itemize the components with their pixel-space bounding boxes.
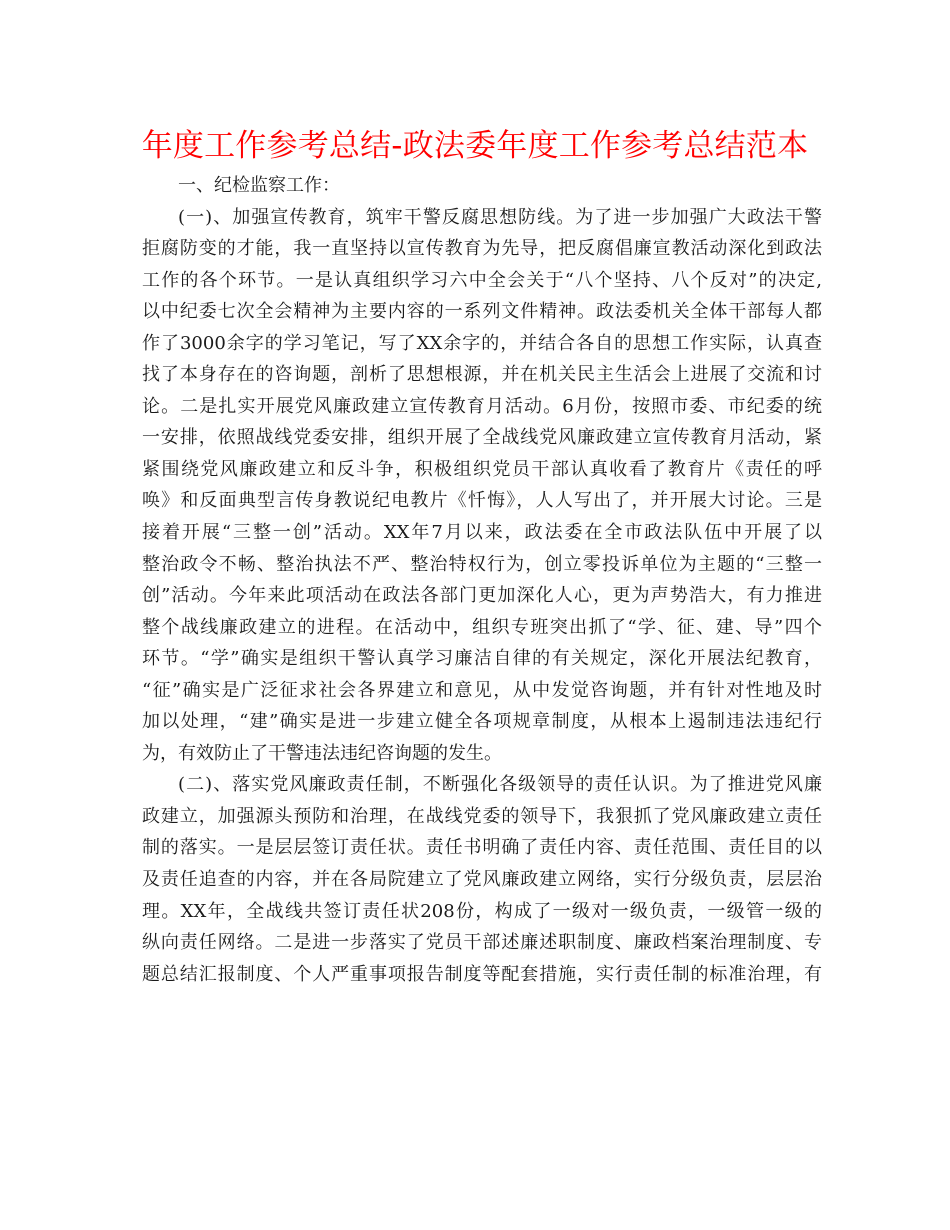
paragraph-line: 整治政令不畅、整治执法不严、整治特权行为，创立零投诉单位为主题的“三整一 — [142, 553, 822, 575]
paragraph-line: 一安排，依照战线党委安排，组织开展了全战线党风廉政建立宣传教育月活动，紧 — [142, 427, 822, 449]
paragraph-line: 紧围绕党风廉政建立和反斗争，积极组织党员干部认真收看了教育片《责任的呼 — [142, 458, 822, 480]
paragraph-line: (二)、落实党风廉政责任制，不断强化各级领导的责任认识。为了推进党风廉 — [178, 774, 822, 796]
paragraph-line: 政建立，加强源头预防和治理，在战线党委的领导下，我狠抓了党风廉政建立责任 — [142, 805, 822, 827]
paragraph-line: 工作的各个环节。一是认真组织学习六中全会关于“八个坚持、八个反对”的决定, — [142, 269, 822, 291]
paragraph-line: 作了3000余字的学习笔记，写了XX余字的，并结合各自的思想工作实际，认真查 — [142, 332, 822, 354]
paragraph-line: 论。二是扎实开展党风廉政建立宣传教育月活动。6月份，按照市委、市纪委的统 — [142, 395, 822, 417]
paragraph-line: 制的落实。一是层层签订责任状。责任书明确了责任内容、责任范围、责任目的以 — [142, 837, 822, 859]
section-heading: 一、纪检监察工作： — [178, 175, 340, 196]
paragraph-line: 为，有效防止了干警违法违纪咨询题的发生。 — [142, 742, 502, 764]
paragraph-line: “征”确实是广泛征求社会各界建立和意见，从中发觉咨询题，并有针对性地及时 — [142, 679, 822, 701]
paragraph-line: 理。XX年，全战线共签订责任状208份，构成了一级对一级负责，一级管一级的 — [142, 900, 822, 922]
document-title: 年度工作参考总结-政法委年度工作参考总结范本 — [141, 128, 809, 164]
paragraph-line: (一)、加强宣传教育，筑牢干警反腐思想防线。为了进一步加强广大政法干警 — [178, 206, 822, 228]
paragraph-line: 创”活动。今年来此项活动在政法各部门更加深化人心，更为声势浩大，有力推进 — [142, 585, 822, 607]
document-body — [142, 170, 822, 990]
paragraph-line: 找了本身存在的咨询题，剖析了思想根源，并在机关民主生活会上进展了交流和讨 — [142, 364, 822, 386]
paragraph-line: 及责任追查的内容，并在各局院建立了党风廉政建立网络，实行分级负责，层层治 — [142, 869, 822, 891]
paragraph-line: 唤》和反面典型言传身教说纪电教片《忏悔》，人人写出了，并开展大讨论。三是 — [142, 490, 822, 512]
paragraph-line: 接着开展“三整一创”活动。XX年7月以来，政法委在全市政法队伍中开展了以 — [142, 522, 822, 544]
paragraph-line: 加以处理，“建”确实是进一步建立健全各项规章制度，从根本上遏制违法违纪行 — [142, 711, 822, 733]
paragraph-line: 以中纪委七次全会精神为主要内容的一系列文件精神。政法委机关全体干部每人都 — [142, 301, 822, 323]
paragraph-line: 纵向责任网络。二是进一步落实了党员干部述廉述职制度、廉政档案治理制度、专 — [142, 932, 822, 954]
paragraph-line: 拒腐防变的才能，我一直坚持以宣传教育为先导，把反腐倡廉宣教活动深化到政法 — [142, 238, 822, 260]
paragraph-line: 题总结汇报制度、个人严重事项报告制度等配套措施，实行责任制的标准治理，有 — [142, 963, 822, 985]
paragraph-line: 环节。“学”确实是组织干警认真学习廉洁自律的有关规定，深化开展法纪教育， — [142, 648, 822, 670]
paragraph-line: 整个战线廉政建立的进程。在活动中，组织专班突出抓了“学、征、建、导”四个 — [142, 616, 822, 638]
